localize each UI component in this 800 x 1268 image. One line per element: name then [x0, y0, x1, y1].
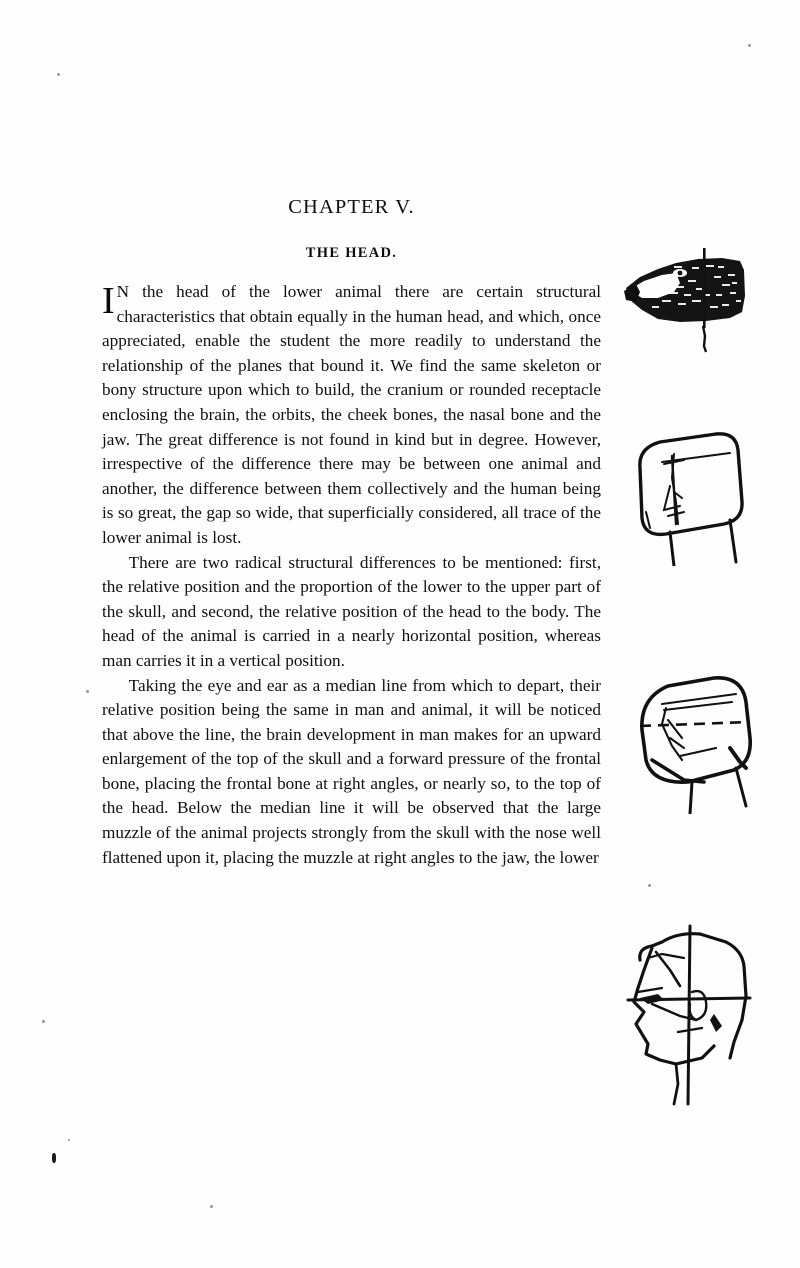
- paragraph-two: There are two radical structural differences to be mentioned: first, the relative position and the proportion of the lower to the upper part of the skull, and second, the relative position of the head to the body. The head of the animal is carried in a nearly horizontal position, whereas man carries it in a vertical position.: [102, 552, 601, 670]
- paragraph-one-text: the head of the lower animal there are certain structural characteristics that obtain equally in the human head, and which, once appreciated, enable the student the more readily to understand the relationship of the planes that bound it. We find the same skeleton or bony structure upon which to build, the cranium or rounded receptacle enclosing the brain, the orbits, the cheek bones, the nasal bone and the jaw. The great difference is not found in kind but in degree. However, irrespective of the difference there may be between one animal and another, the difference between them collectively and the human being is so great, the gap so wide, that superficially considered, all trace of the lower animal is lost.: [102, 282, 601, 547]
- animal-head-profile-illustration: [618, 236, 758, 356]
- ink-speck-faint: [42, 1020, 45, 1023]
- ink-speck-faint: [748, 44, 751, 47]
- text-column: [102, 196, 601, 870]
- chapter-title: CHAPTER V.: [288, 196, 415, 218]
- ink-speck-faint: [648, 884, 651, 887]
- paragraph-one-lead-letter: N: [116, 282, 130, 301]
- paragraph-three: Taking the eye and ear as a median line from which to depart, their relative position being the same in man and animal, it will be noticed that above the line, the brain development in man makes for an upward enlargement of the top of the skull and a forward pressure of the frontal bone, placing the frontal bone at right angles, or nearly so, to the top of the head. Below the median line it will be observed that the large muzzle of the animal projects strongly from the skull with the nose well flattened upon it, placing the muzzle at right angles to the jaw, the lower: [102, 675, 601, 867]
- blocky-head-construction-illustration: [618, 426, 758, 566]
- section-title: THE HEAD.: [305, 245, 398, 261]
- paragraph-one: [102, 280, 601, 551]
- human-profile-with-axes-illustration: [618, 908, 770, 1106]
- ink-speck: [52, 1153, 56, 1163]
- head-with-dashed-median-line-illustration: [618, 664, 766, 814]
- drop-cap-letter: I: [102, 280, 115, 322]
- ink-speck-faint: [68, 1139, 70, 1141]
- ink-speck-faint: [86, 690, 89, 693]
- ink-speck-faint: [210, 1205, 213, 1208]
- ink-speck-faint: [57, 73, 60, 76]
